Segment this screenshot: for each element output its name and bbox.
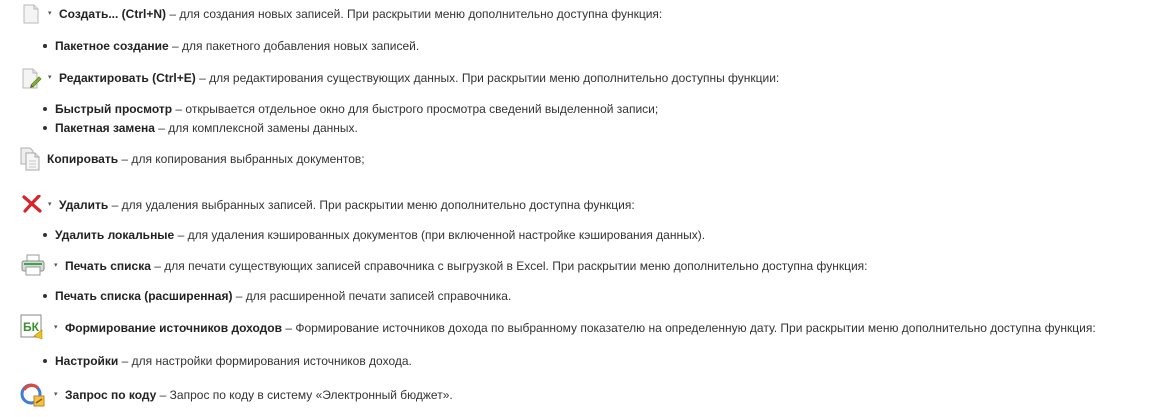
subitem-batch-replace-text: Пакетная замена – для комплексной замены данных. bbox=[55, 121, 358, 135]
bk-icon-text: БК bbox=[23, 320, 39, 334]
subitem-quick-view-text: Быстрый просмотр – открывается отдельное окно для быстрого просмотра сведений выделенной записи; bbox=[55, 102, 659, 116]
bullet bbox=[43, 233, 47, 237]
item-create-text: Создать... (Ctrl+N) – для создания новых записей. При раскрытии меню дополнительно доступна функция: bbox=[59, 7, 663, 21]
chevron-down-icon[interactable]: ▾ bbox=[54, 262, 58, 269]
bullet bbox=[43, 107, 47, 111]
subitem-print-extended-text: Печать списка (расширенная) – для расширенной печати записей справочника. bbox=[55, 289, 512, 303]
delete-x-icon[interactable] bbox=[22, 195, 42, 216]
item-delete-text: Удалить – для удаления выбранных записей. При раскрытии меню дополнительно доступна функция: bbox=[59, 198, 635, 212]
chevron-down-icon[interactable]: ▾ bbox=[48, 10, 52, 17]
request-by-code-icon[interactable] bbox=[20, 382, 46, 411]
subitem-batch-create-text: Пакетное создание – для пакетного добавления новых записей. bbox=[55, 39, 420, 53]
item-income-sources-text: Формирование источников доходов – Формирование источников дохода по выбранному показателю на определенную дату. При раскрытии меню дополнительно доступна функция: bbox=[65, 321, 1096, 335]
item-copy-text: Копировать – для копирования выбранных документов; bbox=[47, 152, 365, 166]
chevron-down-icon[interactable]: ▾ bbox=[48, 201, 52, 208]
item-create bbox=[0, 0, 1166, 30]
item-edit-text: Редактировать (Ctrl+E) – для редактирования существующих данных. При раскрытии меню дополнительно доступны функции: bbox=[59, 71, 780, 85]
edit-document-icon[interactable] bbox=[22, 68, 42, 93]
subitem-delete-local-text: Удалить локальные – для удаления кэшированных документов (при включенной настройке кэширования данных). bbox=[55, 228, 706, 242]
chevron-down-icon[interactable]: ▾ bbox=[54, 324, 58, 331]
bullet bbox=[43, 359, 47, 363]
chevron-down-icon[interactable]: ▾ bbox=[54, 391, 58, 398]
printer-icon[interactable] bbox=[20, 254, 46, 279]
copy-icon[interactable] bbox=[20, 147, 42, 174]
chevron-down-icon[interactable]: ▾ bbox=[48, 74, 52, 81]
item-request-by-code-text: Запрос по коду – Запрос по коду в систему «Электронный бюджет». bbox=[65, 388, 453, 402]
document-icon[interactable] bbox=[22, 4, 40, 28]
subitem-settings-text: Настройки – для настройки формирования источников дохода. bbox=[55, 354, 412, 368]
bk-icon[interactable] bbox=[20, 314, 44, 343]
bullet bbox=[43, 294, 47, 298]
bullet bbox=[43, 126, 47, 130]
item-print-list-text: Печать списка – для печати существующих записей справочника с выгрузкой в Excel. При раскрытии меню дополнительно доступна функция: bbox=[65, 259, 868, 273]
bullet bbox=[43, 44, 47, 48]
